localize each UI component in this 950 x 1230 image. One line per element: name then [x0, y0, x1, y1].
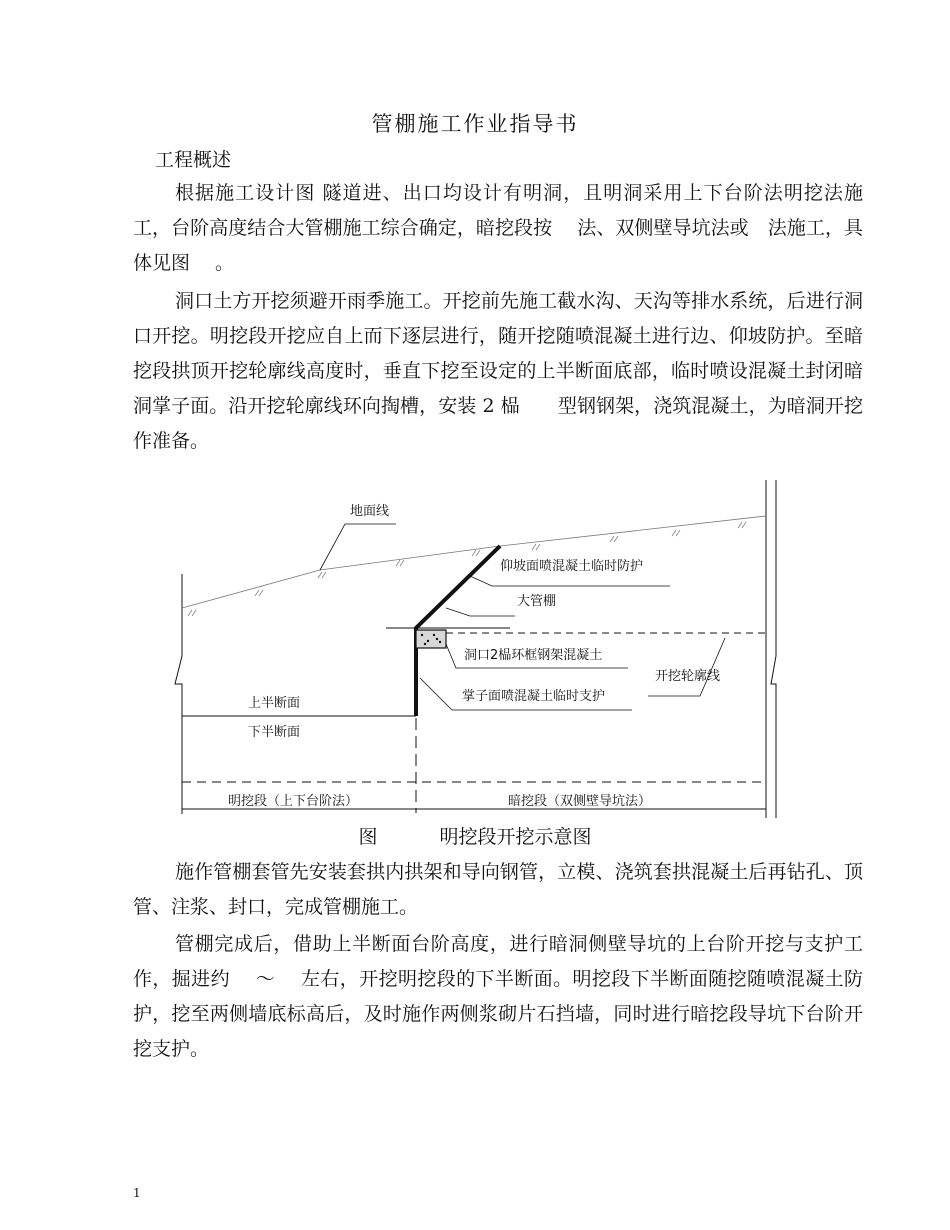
paragraph-2: 洞口土方开挖须避开雨季施工。开挖前先施工截水沟、天沟等排水系统，后进行洞口开挖。明挖段开挖应自上而下逐层进行，随开挖随喷混凝土进行边、仰坡防护。至暗挖段拱顶开挖轮廓线高度时，垂直下挖至设定的上半断面底部，临时喷设混凝土封闭暗洞掌子面。沿开挖轮廓线环向掏槽，安装 2 榀 型钢钢架，浇筑混凝土，为暗洞开挖作准备。	[133, 290, 863, 452]
right-boundary-line-outer	[771, 480, 776, 818]
pipe-roof-leader	[446, 608, 515, 616]
grass-marks	[188, 522, 746, 616]
label-pipe-roof: 大管棚	[517, 594, 557, 609]
document-title: 管棚施工作业指导书	[371, 112, 579, 136]
page-number: 1	[133, 1186, 141, 1200]
figure-caption	[0, 822, 950, 849]
label-open-cut: 明挖段（上下台阶法）	[228, 794, 359, 809]
ground-line	[182, 516, 766, 608]
paragraph-1: 根据施工设计图 隧道进、出口均设计有明洞，且明洞采用上下台阶法明挖法施工，台阶高度结合大管棚施工综合确定，暗挖段按 法、双侧壁导坑法或 法施工，具体见图 。	[133, 182, 863, 274]
label-slope-protection: 仰坡面喷混凝土临时防护	[500, 559, 644, 574]
ground-line-leader	[320, 524, 396, 570]
label-mined: 暗挖段（双侧壁导坑法）	[508, 794, 652, 809]
left-boundary-line	[175, 574, 182, 716]
contour-leader	[648, 638, 725, 696]
label-excavation-contour: 开挖轮廓线	[655, 669, 721, 684]
label-portal-frame: 洞口2榀环框钢架混凝土	[464, 648, 603, 663]
excavation-diagram	[170, 478, 790, 818]
section-heading: 工程概述	[155, 149, 232, 171]
label-upper-section: 上半断面	[248, 696, 301, 711]
caption-text: 明挖段开挖示意图	[439, 826, 592, 848]
paragraph-3: 施作管棚套管先安装套拱内拱架和导向钢管，立模、浇筑套拱混凝土后再钻孔、顶管、注浆、封口，完成管棚施工。	[133, 861, 863, 918]
label-face-support: 掌子面喷混凝土临时支护	[462, 689, 606, 704]
caption-prefix: 图	[358, 826, 378, 848]
slope-protection-leader	[470, 576, 670, 586]
label-ground-line: 地面线	[350, 504, 390, 519]
label-lower-section: 下半断面	[248, 725, 301, 740]
portal-frame-block	[416, 630, 446, 648]
paragraph-4: 管棚完成后，借助上半断面台阶高度，进行暗洞侧壁导坑的上台阶开挖与支护工作，掘进约 ～ 左右，开挖明挖段的下半断面。明挖段下半断面随挖随喷混凝土防护，挖至两侧墙底标高后，及时施作两侧浆砌片石挡墙，同时进行暗挖段导坑下台阶开挖支护。	[133, 933, 863, 1060]
